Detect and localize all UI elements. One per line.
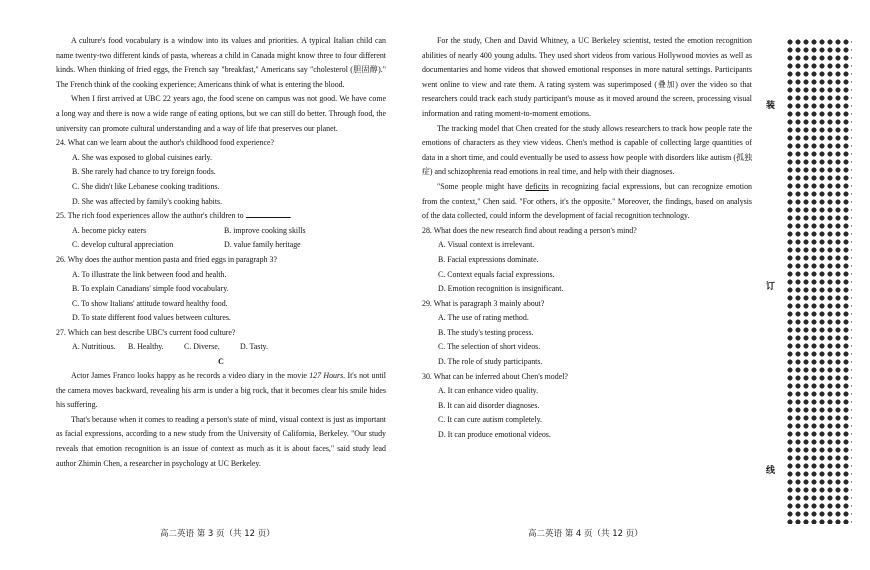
left-page-footer: 高二英语 第 3 页（共 12 页） (160, 529, 275, 539)
binding-label-top: 装 (766, 101, 776, 111)
question-26-stem: 26. Why does the author mention pasta and fried eggs in paragraph 3? (56, 254, 277, 264)
underlined-word: deficits (525, 181, 549, 191)
question-27-option-d: D. Tasty. (240, 342, 268, 352)
question-26-option-b: B. To explain Canadians' simple food vocabulary. (72, 284, 229, 294)
right-page-footer: 高二英语 第 4 页（共 12 页） (528, 529, 643, 539)
binding-pattern-strip (786, 38, 852, 524)
question-25-options-row-2 (56, 238, 386, 253)
left-paragraph-3 (56, 369, 386, 413)
right-paragraph-2: The tracking model that Chen created for the study allows researchers to track how people rate the emotions of characters as they view videos. Chen's method is capable of collecting large quantities of data in a short time, and could eventually be used to assess how people with disorders like autism (孤独症) and schizophrenia read emotions in real time, and help with their diagnoses. (422, 123, 752, 177)
binding-label-middle: 订 (766, 282, 776, 292)
question-25-option-c: C. develop cultural appreciation (72, 240, 174, 250)
question-30-option-b: B. It can aid disorder diagnoses. (438, 400, 540, 410)
right-paragraph-1: For the study, Chen and David Whitney, a UC Berkeley scientist, tested the emotion recognition abilities of nearly 400 young adults. They used short videos from various Hollywood movies as well as documentaries and home videos that showed emotional responses in more natural settings. Participants went online to view and rate them. A rating system was superimposed (叠加) over the video so that researchers could track each study participant's mouse as it moved around the screen, processing visual information and rating moment-to-moment emotions. (422, 36, 752, 118)
question-28-option-a: A. Visual context is irrelevant. (438, 240, 535, 250)
question-27-options (56, 340, 386, 355)
answer-blank (246, 209, 290, 218)
question-25-option-d: D. value family heritage (224, 240, 301, 250)
paragraph-3-text-end: . It's not until the camera moves backward, revealing his arm is under a big rock, that it becomes clear his smile hides his suffering. (56, 371, 386, 410)
question-24-option-c: C. She didn't like Lebanese cooking traditions. (72, 181, 220, 191)
question-26-option-d: D. To state different food values between cultures. (72, 313, 231, 323)
question-30-option-c: C. It can cure autism completely. (438, 415, 543, 425)
question-25-option-b: B. improve cooking skills (224, 225, 306, 235)
question-30-stem: 30. What can be inferred about Chen's model? (422, 371, 568, 381)
left-paragraph-2: When I first arrived at UBC 22 years ago, the food scene on campus was not good. We have come a long way and there is now a wide range of eating options, but we can still do better. Through food, the university can promote cultural understanding and a way of life that preserves our planet. (56, 94, 386, 133)
left-page (56, 34, 386, 471)
question-29-option-c: C. The selection of short videos. (438, 342, 541, 352)
question-29-stem: 29. What is paragraph 3 mainly about? (422, 298, 545, 308)
question-28-option-c: C. Context equals facial expressions. (438, 269, 555, 279)
question-27-option-c: C. Diverse. (184, 342, 220, 352)
section-heading-c: C (218, 357, 224, 367)
binding-label-bottom: 线 (766, 466, 776, 476)
question-28-option-b: B. Facial expressions dominate. (438, 254, 539, 264)
question-30-option-a: A. It can enhance video quality. (438, 386, 539, 396)
question-30-option-d: D. It can produce emotional videos. (438, 430, 551, 440)
question-29-option-d: D. The role of study participants. (438, 357, 543, 367)
question-27-option-a: A. Nutritious. (72, 342, 116, 352)
right-paragraph-3 (422, 180, 752, 224)
question-29-option-b: B. The study's testing process. (438, 327, 534, 337)
question-29-option-a: A. The use of rating method. (438, 313, 529, 323)
paragraph-3-text-start: "Some people might have (437, 181, 526, 191)
question-25-stem: 25. The rich food experiences allow the author's children to (56, 211, 244, 221)
question-24-option-a: A. She was exposed to global cuisines early. (72, 152, 212, 162)
question-24-option-b: B. She rarely had chance to try foreign foods. (72, 167, 216, 177)
question-24-option-d: D. She was affected by family's cooking habits. (72, 196, 223, 206)
question-27-option-b: B. Healthy. (128, 342, 164, 352)
question-24-stem: 24. What can we learn about the author's childhood food experience? (56, 138, 274, 148)
question-26-option-c: C. To show Italians' attitude toward healthy food. (72, 298, 228, 308)
question-27-stem: 27. Which can best describe UBC's current food culture? (56, 327, 236, 337)
question-25: 25. The rich food experiences allow the author's children to . (56, 211, 292, 221)
left-paragraph-1: A culture's food vocabulary is a window into its values and priorities. A typical Italian child can name twenty-two different kinds of pasta, whereas a child in Canada might know three to four different kinds. When thinking of fried eggs, the French say "breakfast," Americans say "cholesterol (胆固醇)." The French think of the cooking experience; Americans think of what is entering the blood. (56, 36, 386, 89)
question-25-options-row-1 (56, 224, 386, 239)
paragraph-3-text-end: in recognizing facial expressions, but can recognize emotion from the context," Chen said. "For others, it's the opposite." Moreover, the findings, based on analysis of the data collected, could inform the development of facial recognition technology. (422, 181, 752, 221)
paragraph-3-text-start: Actor James Franco looks happy as he records a video diary in the movie (71, 371, 310, 381)
question-28-option-d: D. Emotion recognition is insignificant. (438, 284, 564, 294)
right-page (422, 34, 752, 443)
question-28-stem: 28. What does the new research find about reading a person's mind? (422, 225, 637, 235)
movie-title: 127 Hours (309, 371, 344, 381)
question-26-option-a: A. To illustrate the link between food and health. (72, 269, 227, 279)
left-paragraph-4: That's because when it comes to reading a person's state of mind, visual context is just as important as facial expressions, according to a new study from the University of California, Berkeley. "Our study reveals that emotion recognition is an issue of context as much as it is about faces," said study lead author Zhimin Chen, a researcher in psychology at UC Berkeley. (56, 414, 386, 468)
question-25-option-a: A. become picky eaters (72, 225, 147, 235)
